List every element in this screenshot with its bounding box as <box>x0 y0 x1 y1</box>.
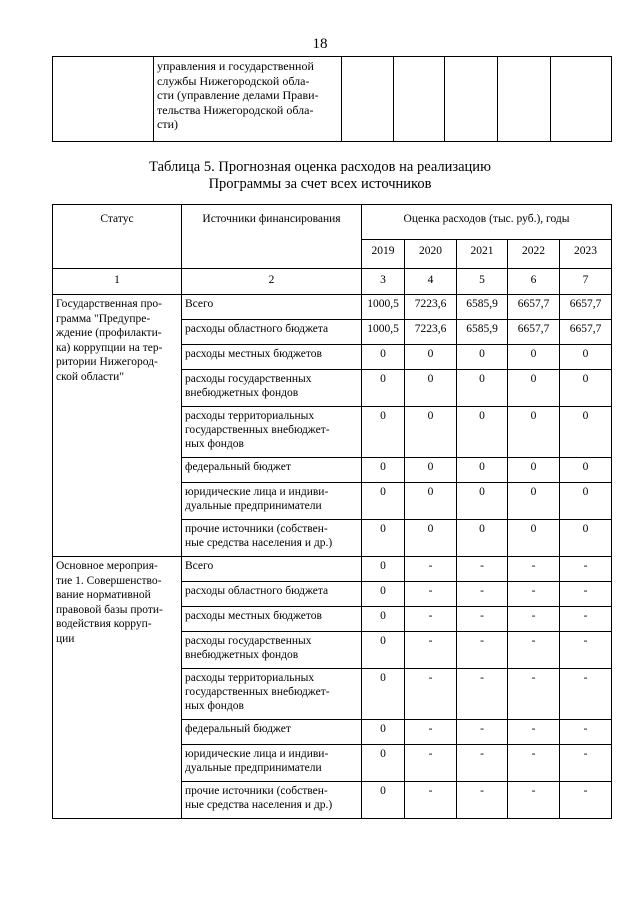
value-cell: - <box>508 632 560 669</box>
value-cell: 0 <box>405 370 457 407</box>
value-cell: 0 <box>508 370 560 407</box>
value-cell: 6657,7 <box>508 295 560 320</box>
value-cell: 0 <box>508 483 560 520</box>
cell-text-line: сти (управление делами Прави- <box>157 88 319 102</box>
header-sources: Источники финансирования <box>182 205 362 269</box>
value-cell: 0 <box>405 520 457 557</box>
source-cell <box>182 458 362 483</box>
table-cell <box>445 57 498 142</box>
value-cell: - <box>405 582 457 607</box>
source-text-line: ных фондов <box>185 438 244 450</box>
source-cell <box>182 345 362 370</box>
source-text-line: расходы государственных <box>185 373 312 385</box>
status-text-line: Государственная про- <box>56 298 163 310</box>
source-cell <box>182 557 362 582</box>
source-text-line: расходы территориальных <box>185 410 315 422</box>
numbering-cell: 1 <box>53 269 182 295</box>
value-cell: - <box>457 582 508 607</box>
value-cell: 0 <box>508 345 560 370</box>
value-cell: 0 <box>508 407 560 458</box>
value-cell: - <box>405 632 457 669</box>
value-cell: 0 <box>560 345 612 370</box>
value-cell: 7223,6 <box>405 295 457 320</box>
value-cell: 0 <box>457 458 508 483</box>
value-cell: - <box>560 782 612 819</box>
expense-forecast-table <box>52 204 612 819</box>
table-row <box>53 557 612 582</box>
source-text-line: расходы государственных <box>185 635 312 647</box>
source-cell <box>182 782 362 819</box>
value-cell: 6585,9 <box>457 295 508 320</box>
table-cell <box>394 57 445 142</box>
year-cell: 2023 <box>560 240 612 269</box>
value-cell: 0 <box>362 370 405 407</box>
value-cell: - <box>508 607 560 632</box>
value-cell: - <box>457 745 508 782</box>
value-cell: 0 <box>362 669 405 720</box>
source-text-line: расходы областного бюджета <box>185 585 329 597</box>
value-cell: - <box>508 745 560 782</box>
source-text-line: дуальные предприниматели <box>185 500 322 512</box>
value-cell: 0 <box>457 407 508 458</box>
source-text-line: расходы областного бюджета <box>185 323 329 335</box>
cell-text-line: тельства Нижегородской обла- <box>157 102 314 117</box>
status-cell <box>53 295 182 557</box>
value-cell: - <box>457 607 508 632</box>
status-text-line: тие 1. Совершенство- <box>56 574 162 587</box>
value-cell: 6657,7 <box>560 320 612 345</box>
value-cell: 6657,7 <box>560 295 612 320</box>
numbering-cell: 4 <box>405 269 457 295</box>
value-cell: 0 <box>560 483 612 520</box>
year-cell: 2022 <box>508 240 560 269</box>
source-text-line: юридические лица и индиви- <box>185 748 329 760</box>
source-text-line: расходы территориальных <box>185 672 315 684</box>
value-cell: - <box>405 607 457 632</box>
source-text-line: ные средства населения и др.) <box>185 799 333 811</box>
source-cell <box>182 370 362 407</box>
table-row <box>53 295 612 320</box>
status-cell <box>53 557 182 819</box>
source-cell <box>182 720 362 745</box>
value-cell: 0 <box>508 458 560 483</box>
value-cell: 0 <box>362 582 405 607</box>
source-cell <box>182 669 362 720</box>
status-text-line: ждение (профилакти- <box>56 327 162 339</box>
source-text-line: дуальные предприниматели <box>185 762 322 774</box>
source-text-line: внебюджетных фондов <box>185 387 299 399</box>
numbering-cell: 2 <box>182 269 362 295</box>
value-cell: 0 <box>560 370 612 407</box>
source-text-line: расходы местных бюджетов <box>185 348 322 360</box>
value-cell: - <box>405 669 457 720</box>
header-status: Статус <box>53 205 182 269</box>
source-text-line: Всего <box>185 298 214 310</box>
value-cell: - <box>560 582 612 607</box>
cell-text-line: сти) <box>157 117 178 131</box>
value-cell: - <box>405 745 457 782</box>
value-cell: - <box>457 782 508 819</box>
value-cell: 0 <box>560 407 612 458</box>
numbering-cell: 5 <box>457 269 508 295</box>
year-cell: 2019 <box>362 240 405 269</box>
status-text-line: Основное мероприя- <box>56 560 158 572</box>
table-row <box>53 57 612 142</box>
value-cell: 0 <box>362 557 405 582</box>
value-cell: 0 <box>362 607 405 632</box>
value-cell: - <box>405 720 457 745</box>
value-cell: 0 <box>362 407 405 458</box>
source-text-line: прочие источники (собствен- <box>185 523 328 535</box>
status-text-line: водействия корруп- <box>56 618 152 630</box>
table-cell <box>53 57 154 142</box>
value-cell: - <box>405 557 457 582</box>
header-estimate: Оценка расходов (тыс. руб.), годы <box>362 205 612 240</box>
source-text-line: расходы местных бюджетов <box>185 610 322 622</box>
source-cell <box>182 632 362 669</box>
value-cell: - <box>508 557 560 582</box>
numbering-cell: 6 <box>508 269 560 295</box>
value-cell: 7223,6 <box>405 320 457 345</box>
value-cell: - <box>560 632 612 669</box>
table-cell <box>498 57 551 142</box>
value-cell: - <box>457 632 508 669</box>
source-text-line: федеральный бюджет <box>185 723 291 735</box>
page-number: 18 <box>312 36 328 52</box>
value-cell: - <box>560 557 612 582</box>
value-cell: 0 <box>457 520 508 557</box>
value-cell: - <box>560 669 612 720</box>
numbering-cell: 7 <box>560 269 612 295</box>
value-cell: - <box>457 720 508 745</box>
table-caption <box>0 159 640 193</box>
value-cell: - <box>560 745 612 782</box>
source-text-line: государственных внебюджет- <box>185 686 330 698</box>
value-cell: - <box>560 607 612 632</box>
value-cell: 0 <box>362 720 405 745</box>
source-cell <box>182 407 362 458</box>
source-cell <box>182 295 362 320</box>
cell-text-line: управления и государственной <box>157 59 314 73</box>
value-cell: 0 <box>405 407 457 458</box>
caption-line: Таблица 5. Прогнозная оценка расходов на реализацию <box>149 159 491 175</box>
status-text-line: ка) коррупции на тер- <box>56 341 163 354</box>
value-cell: 0 <box>362 782 405 819</box>
source-cell <box>182 320 362 345</box>
source-text-line: юридические лица и индиви- <box>185 486 329 498</box>
value-cell: - <box>508 782 560 819</box>
source-text-line: ных фондов <box>185 700 244 712</box>
source-cell <box>182 745 362 782</box>
year-cell: 2021 <box>457 240 508 269</box>
header-row <box>53 205 612 240</box>
value-cell: 0 <box>362 745 405 782</box>
status-text-line: ритории Нижегород- <box>56 356 158 368</box>
table-cell <box>154 57 342 142</box>
table-cell <box>551 57 612 142</box>
status-text-line: вание нормативной <box>56 589 151 601</box>
status-text-line: ции <box>56 632 75 645</box>
status-text-line: ской области" <box>56 370 125 383</box>
source-text-line: государственных внебюджет- <box>185 424 330 436</box>
value-cell: 0 <box>362 345 405 370</box>
source-text-line: федеральный бюджет <box>185 461 291 473</box>
value-cell: 0 <box>560 458 612 483</box>
value-cell: 6585,9 <box>457 320 508 345</box>
value-cell: 6657,7 <box>508 320 560 345</box>
value-cell: 0 <box>405 458 457 483</box>
value-cell: - <box>508 720 560 745</box>
source-text-line: внебюджетных фондов <box>185 649 299 661</box>
value-cell: 0 <box>508 520 560 557</box>
value-cell: 0 <box>405 483 457 520</box>
value-cell: 0 <box>457 483 508 520</box>
value-cell: 0 <box>362 632 405 669</box>
continued-table <box>52 56 612 142</box>
value-cell: 0 <box>405 345 457 370</box>
source-cell <box>182 483 362 520</box>
source-text-line: ные средства населения и др.) <box>185 537 333 549</box>
status-text-line: правовой базы проти- <box>56 603 163 616</box>
value-cell: 0 <box>457 345 508 370</box>
table-cell <box>342 57 394 142</box>
value-cell: - <box>457 557 508 582</box>
source-cell <box>182 582 362 607</box>
value-cell: 0 <box>362 458 405 483</box>
source-text-line: прочие источники (собствен- <box>185 785 328 797</box>
year-cell: 2020 <box>405 240 457 269</box>
status-text-line: грамма "Предупре- <box>56 312 151 325</box>
numbering-cell: 3 <box>362 269 405 295</box>
value-cell: - <box>405 782 457 819</box>
value-cell: - <box>457 669 508 720</box>
value-cell: 0 <box>362 520 405 557</box>
numbering-row <box>53 269 612 295</box>
value-cell: 1000,5 <box>362 295 405 320</box>
source-cell <box>182 520 362 557</box>
value-cell: 0 <box>457 370 508 407</box>
value-cell: - <box>560 720 612 745</box>
source-text-line: Всего <box>185 560 214 572</box>
value-cell: 0 <box>362 483 405 520</box>
value-cell: - <box>508 669 560 720</box>
value-cell: 0 <box>560 520 612 557</box>
cell-text-line: службы Нижегородской обла- <box>157 73 310 88</box>
value-cell: - <box>508 582 560 607</box>
caption-line: Программы за счет всех источников <box>208 176 432 192</box>
source-cell <box>182 607 362 632</box>
value-cell: 1000,5 <box>362 320 405 345</box>
